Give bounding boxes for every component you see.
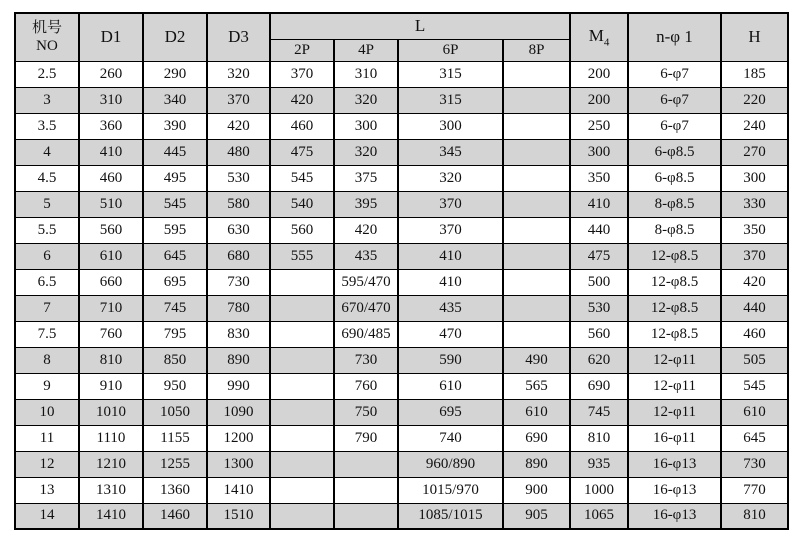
table-cell: 340 [143,87,207,113]
table-cell: 690 [570,373,628,399]
table-cell: 1210 [79,451,143,477]
table-cell: 300 [398,113,503,139]
table-cell: 435 [398,295,503,321]
table-cell: 14 [15,503,79,529]
table-cell: 1255 [143,451,207,477]
table-cell: 410 [398,243,503,269]
table-row [15,87,788,113]
table-cell: 950 [143,373,207,399]
table-cell: 560 [570,321,628,347]
table-row [15,347,788,373]
header-h: H [721,13,788,61]
table-cell: 3 [15,87,79,113]
table-cell: 1085/1015 [398,503,503,529]
table-cell: 12-φ8.5 [628,321,721,347]
table-cell: 440 [570,217,628,243]
table-cell: 905 [503,503,570,529]
header-d3: D3 [207,13,270,61]
table-cell: 565 [503,373,570,399]
table-cell: 495 [143,165,207,191]
table-row [15,269,788,295]
table-cell: 1015/970 [398,477,503,503]
table-cell: 6.5 [15,269,79,295]
table-cell: 2.5 [15,61,79,87]
table-cell: 595 [143,217,207,243]
table-cell: 12-φ8.5 [628,295,721,321]
table-cell: 1050 [143,399,207,425]
table-row [15,217,788,243]
table-cell: 695 [398,399,503,425]
table-cell: 420 [334,217,398,243]
table-cell: 12-φ11 [628,399,721,425]
table-cell: 620 [570,347,628,373]
table-cell: 670/470 [334,295,398,321]
table-cell: 1200 [207,425,270,451]
table-cell: 1360 [143,477,207,503]
table-cell: 200 [570,87,628,113]
table-cell: 500 [570,269,628,295]
table-cell: 3.5 [15,113,79,139]
table-cell: 1090 [207,399,270,425]
table-cell: 420 [270,87,334,113]
table-row [15,295,788,321]
table-cell: 530 [207,165,270,191]
table-cell: 9 [15,373,79,399]
table-row [15,399,788,425]
table-cell: 445 [143,139,207,165]
table-cell: 320 [207,61,270,87]
table-cell: 850 [143,347,207,373]
table-cell [503,243,570,269]
table-cell [334,477,398,503]
table-cell: 8 [15,347,79,373]
table-cell: 6-φ7 [628,113,721,139]
table-row [15,61,788,87]
table-cell: 790 [334,425,398,451]
table-cell: 1010 [79,399,143,425]
table-row [15,243,788,269]
header-n-phi: n-φ 1 [628,13,721,61]
table-cell: 460 [79,165,143,191]
table-cell: 5 [15,191,79,217]
header-machine-no [15,13,79,61]
table-cell: 470 [398,321,503,347]
table-cell: 545 [721,373,788,399]
table-cell: 960/890 [398,451,503,477]
table-cell: 560 [79,217,143,243]
table-row [15,191,788,217]
table-cell: 695 [143,269,207,295]
table-cell: 490 [503,347,570,373]
table-cell: 910 [79,373,143,399]
table-cell: 7 [15,295,79,321]
table-cell: 12-φ11 [628,373,721,399]
table-cell: 890 [207,347,270,373]
table-cell: 460 [270,113,334,139]
table-cell: 16-φ13 [628,477,721,503]
table-cell: 830 [207,321,270,347]
table-cell: 505 [721,347,788,373]
header-m4-sub: 4 [603,36,610,49]
table-cell: 750 [334,399,398,425]
table-cell: 1510 [207,503,270,529]
table-cell: 475 [270,139,334,165]
header-machine-no-cn: 机号 [31,20,62,37]
table-cell: 200 [570,61,628,87]
table-cell: 545 [143,191,207,217]
table-cell: 410 [398,269,503,295]
table-cell: 420 [721,269,788,295]
table-cell: 360 [79,113,143,139]
table-cell: 590 [398,347,503,373]
table-cell [503,295,570,321]
table-cell: 350 [570,165,628,191]
table-row [15,165,788,191]
table-header [15,13,788,61]
table-cell [503,217,570,243]
table-cell: 10 [15,399,79,425]
table-cell: 12 [15,451,79,477]
table-cell: 1410 [207,477,270,503]
table-cell: 12-φ8.5 [628,243,721,269]
table-cell: 410 [570,191,628,217]
table-cell: 330 [721,191,788,217]
table-cell: 320 [334,139,398,165]
table-cell [503,87,570,113]
table-cell: 690 [503,425,570,451]
table-cell: 760 [334,373,398,399]
spec-table [14,12,789,530]
table-cell [334,451,398,477]
table-cell: 460 [721,321,788,347]
table-cell: 420 [207,113,270,139]
table-cell: 660 [79,269,143,295]
table-cell: 16-φ13 [628,451,721,477]
header-d1: D1 [79,13,143,61]
table-cell: 1155 [143,425,207,451]
header-row-1 [15,13,788,39]
table-cell: 610 [398,373,503,399]
table-cell [270,321,334,347]
table-cell: 7.5 [15,321,79,347]
table-cell [270,373,334,399]
table-cell: 1065 [570,503,628,529]
table-cell: 370 [721,243,788,269]
table-row [15,451,788,477]
table-cell: 320 [398,165,503,191]
table-row [15,113,788,139]
table-cell: 780 [207,295,270,321]
table-cell: 310 [334,61,398,87]
table-cell: 300 [570,139,628,165]
table-cell: 440 [721,295,788,321]
table-cell [503,165,570,191]
table-cell [503,139,570,165]
table-cell [270,347,334,373]
table-cell: 770 [721,477,788,503]
table-cell: 900 [503,477,570,503]
table-cell: 810 [570,425,628,451]
table-cell: 795 [143,321,207,347]
table-cell: 11 [15,425,79,451]
table-cell: 580 [207,191,270,217]
header-machine-no-en: NO [36,38,58,55]
header-pole-6p: 6P [398,39,503,61]
table-cell: 610 [503,399,570,425]
table-cell: 730 [207,269,270,295]
table-cell: 740 [398,425,503,451]
table-cell: 510 [79,191,143,217]
table-cell: 935 [570,451,628,477]
table-cell: 6-φ8.5 [628,139,721,165]
table-cell [503,113,570,139]
table-cell: 6-φ8.5 [628,165,721,191]
table-cell: 410 [79,139,143,165]
table-cell: 1300 [207,451,270,477]
table-cell: 530 [570,295,628,321]
table-cell: 185 [721,61,788,87]
table-cell: 475 [570,243,628,269]
table-cell: 310 [79,87,143,113]
table-cell: 630 [207,217,270,243]
table-row [15,373,788,399]
table-cell: 250 [570,113,628,139]
table-cell: 730 [334,347,398,373]
table-cell: 745 [143,295,207,321]
table-cell [270,477,334,503]
table-cell: 1310 [79,477,143,503]
table-cell: 645 [143,243,207,269]
table-cell: 4.5 [15,165,79,191]
table-cell [270,503,334,529]
table-cell: 395 [334,191,398,217]
header-m4-main: M [588,26,604,46]
header-l: L [270,13,570,39]
table-cell: 12-φ11 [628,347,721,373]
table-cell: 540 [270,191,334,217]
table-cell: 760 [79,321,143,347]
table-cell: 345 [398,139,503,165]
table-cell [270,425,334,451]
table-cell: 1110 [79,425,143,451]
table-cell: 390 [143,113,207,139]
table-cell [270,269,334,295]
table-cell: 745 [570,399,628,425]
table-cell: 1000 [570,477,628,503]
header-pole-8p: 8P [503,39,570,61]
table-cell: 555 [270,243,334,269]
table-cell: 270 [721,139,788,165]
table-cell [503,61,570,87]
table-cell: 370 [398,191,503,217]
table-cell [270,451,334,477]
table-cell: 290 [143,61,207,87]
table-cell [503,191,570,217]
table-body [15,61,788,529]
table-cell: 810 [79,347,143,373]
table-row [15,503,788,529]
table-cell: 260 [79,61,143,87]
table-cell: 16-φ13 [628,503,721,529]
table-cell: 4 [15,139,79,165]
table-cell: 350 [721,217,788,243]
table-cell: 480 [207,139,270,165]
table-cell: 6-φ7 [628,87,721,113]
table-cell: 1460 [143,503,207,529]
table-cell: 680 [207,243,270,269]
table-cell: 990 [207,373,270,399]
table-cell: 240 [721,113,788,139]
table-cell [334,503,398,529]
table-cell: 8-φ8.5 [628,191,721,217]
table-cell [503,321,570,347]
table-cell: 710 [79,295,143,321]
table-cell: 220 [721,87,788,113]
header-pole-2p: 2P [270,39,334,61]
table-cell: 300 [721,165,788,191]
table-cell: 890 [503,451,570,477]
table-cell: 5.5 [15,217,79,243]
table-cell: 6-φ7 [628,61,721,87]
table-cell: 370 [207,87,270,113]
table-cell [503,269,570,295]
table-row [15,321,788,347]
table-cell: 320 [334,87,398,113]
table-cell: 370 [398,217,503,243]
table-cell: 435 [334,243,398,269]
table-cell: 13 [15,477,79,503]
table-cell: 545 [270,165,334,191]
table-cell: 610 [79,243,143,269]
table-cell: 8-φ8.5 [628,217,721,243]
table-cell: 610 [721,399,788,425]
table-row [15,425,788,451]
table-cell: 375 [334,165,398,191]
table-cell: 730 [721,451,788,477]
table-cell: 560 [270,217,334,243]
table-cell: 690/485 [334,321,398,347]
table-cell: 370 [270,61,334,87]
table-cell: 315 [398,61,503,87]
header-d2: D2 [143,13,207,61]
header-m4 [570,13,628,61]
table-cell: 6 [15,243,79,269]
table-cell: 595/470 [334,269,398,295]
table-cell [270,295,334,321]
header-pole-4p: 4P [334,39,398,61]
table-row [15,477,788,503]
table-cell: 300 [334,113,398,139]
table-cell: 16-φ11 [628,425,721,451]
table-cell: 810 [721,503,788,529]
table-cell [270,399,334,425]
table-row [15,139,788,165]
table-cell: 12-φ8.5 [628,269,721,295]
table-cell: 645 [721,425,788,451]
table-cell: 1410 [79,503,143,529]
table-cell: 315 [398,87,503,113]
